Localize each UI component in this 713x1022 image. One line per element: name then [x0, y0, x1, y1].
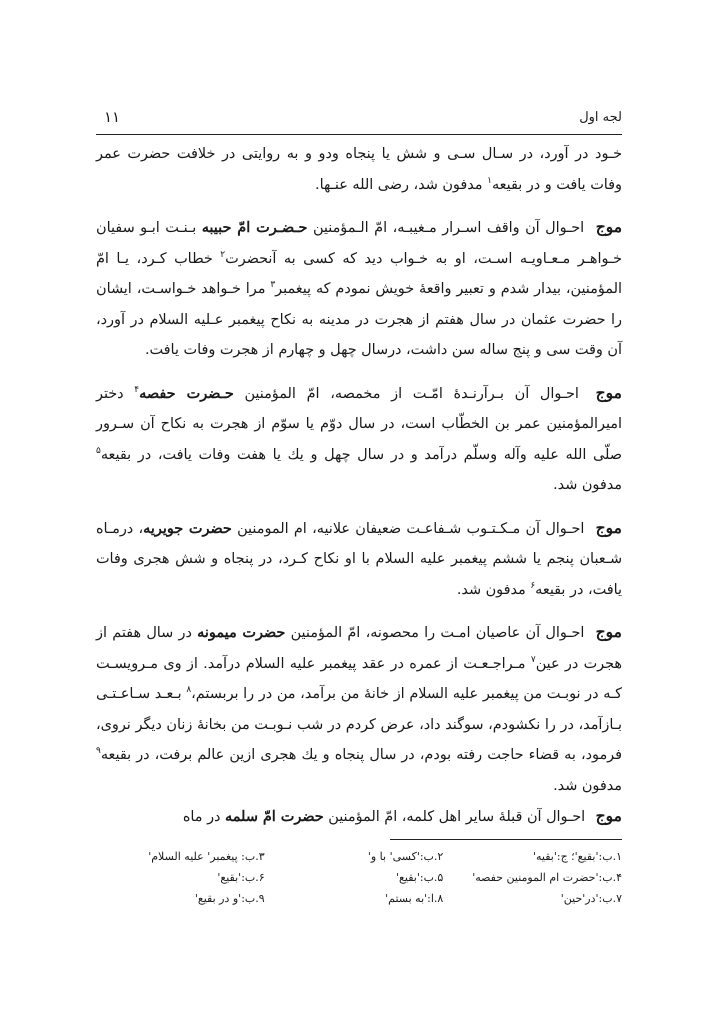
footnote: ۱.ب:'بقیع'؛ ج:'بقیه' [532, 849, 622, 863]
paragraph-3: موج احـوال آن بـرآرنـدهٔ امّـت از مخمصه، امّ المؤمنین حـضرت حفصه$^۴$ دختر امیرالمؤمنین عمر بن الخطّاب است، در سال دوّم یا سوّم از هجرت به نکاح آن سـرور صلّی الله علیه وآله وسلّم درآمد و در سال چهل و یك یا هفت وفات یافت، در بقیعه$^۵$ مدفون شد. [96, 382, 622, 493]
body-text [96, 139, 622, 833]
mawj-heading: موج [595, 382, 622, 402]
person-name: حـضـرت امّ حبیبه [201, 219, 308, 236]
page-number: ۱۱ [104, 108, 121, 126]
person-name: حضرت میمونه [197, 624, 286, 641]
running-title: لجه اول [579, 110, 622, 125]
paragraph-4: موج احـوال آن مـکـتـوب شـفاعـت ضعیفان علانیه، ام المومنین حضرت جویریه، درمـاه شـعبان پنجم یا ششم پیغمبر علیه السلام با او نکاح کـرد، در پنجاه و شش هجری وفات یافت، در بقیعه$^۶$ مدفون شد. [96, 517, 622, 598]
footnote: ۸.ا:'به بستم' [385, 891, 444, 905]
paragraph-1: خـود در آورد، در سـال سـی و شش یا پنجاه ودو و به روایتی در خلافت حضرت عمر وفات یافت و در بقیعه$^۱$ مدفون شد، رضی الله عنـها. [96, 146, 622, 193]
page-header [96, 108, 622, 132]
document-page [96, 108, 622, 909]
footnote: ۹.ب:'و در بقیع' [194, 891, 265, 905]
paragraph-2: موج احـوال آن واقف اسـرار مـغیبـه، امّ الـمؤمنین حـضـرت امّ حبیبه بـنـت ابـو سفیان خـواهـر مـعـاویـه اسـت، او به خـواب دید که کسی به آنحضرت$^۲$ خطاب کـرد، یـا امّ المؤمنین، بیدار شدم و تعبیر واقعهٔ خویش نمودم که پیغمبر$^۳$ مرا خـواهد خـواسـت، ایشان را حضرت عثمان در سال هفتم از هجرت در مدینه به نکاح پیغمبر عـلیه السلام در آورد، آن وقت سی و پنج ساله سن داشت، درسال چهل و چهارم از هجرت وفات یافت. [96, 217, 623, 358]
footnote: ۶.ب:'بقیع' [217, 870, 265, 884]
footnote: ۵.ب:'بقیع' [396, 870, 444, 884]
paragraph-6: موج احـوال آن قبلهٔ سایر اهل کلمه، امّ المؤمنین حضرت امّ سلمه در ماه [182, 806, 622, 825]
mawj-heading: موج [595, 622, 622, 641]
person-name: حضرت جویریه [143, 519, 232, 537]
mawj-heading: موج [595, 217, 623, 236]
person-name: حـضرت حفصه [139, 384, 234, 402]
paragraph-5: موج احـوال آن عاصیان امـت را محصونه، امّ المؤمنین حضرت میمونه در سال هفتم از هجرت در عین$^۷$ مـراجـعـت از عمره در عقد پیغمبر علیه السلام درآمد. از وی مـرویسـت کـه در نوبـت من پیغمبر علیه السلام از خانهٔ من برآمد، من در را بربستم،$^۸$ بـعـد سـاعـتـی بـازآمد، در را نکشودم، سوگند داد، عرض کردم در شب نـوبـت من بخانهٔ زنان دیگر نروی، فرمود، به قضاء حاجت رفته بودم، در سال پنجاه و یك هجری ازین عالم برفت، در بقیعه$^۹$ مدفون شد. [96, 622, 622, 794]
footnote: ۴.ب:'حضرت ام المومنین حفصه' [472, 870, 622, 884]
footnote: ۲.ب:'کسی' با و' [367, 849, 444, 863]
mawj-heading: موج [595, 806, 622, 825]
footnote-rule [390, 839, 622, 840]
person-name: حضرت امّ سلمه [225, 808, 324, 825]
footnote: ۷.ب:'در'حین' [560, 891, 622, 905]
header-rule [96, 134, 622, 135]
footnote: ۳.ب: پیغمبر' علیه السلام' [148, 849, 265, 863]
footnotes [96, 846, 622, 909]
mawj-heading: موج [595, 517, 622, 537]
